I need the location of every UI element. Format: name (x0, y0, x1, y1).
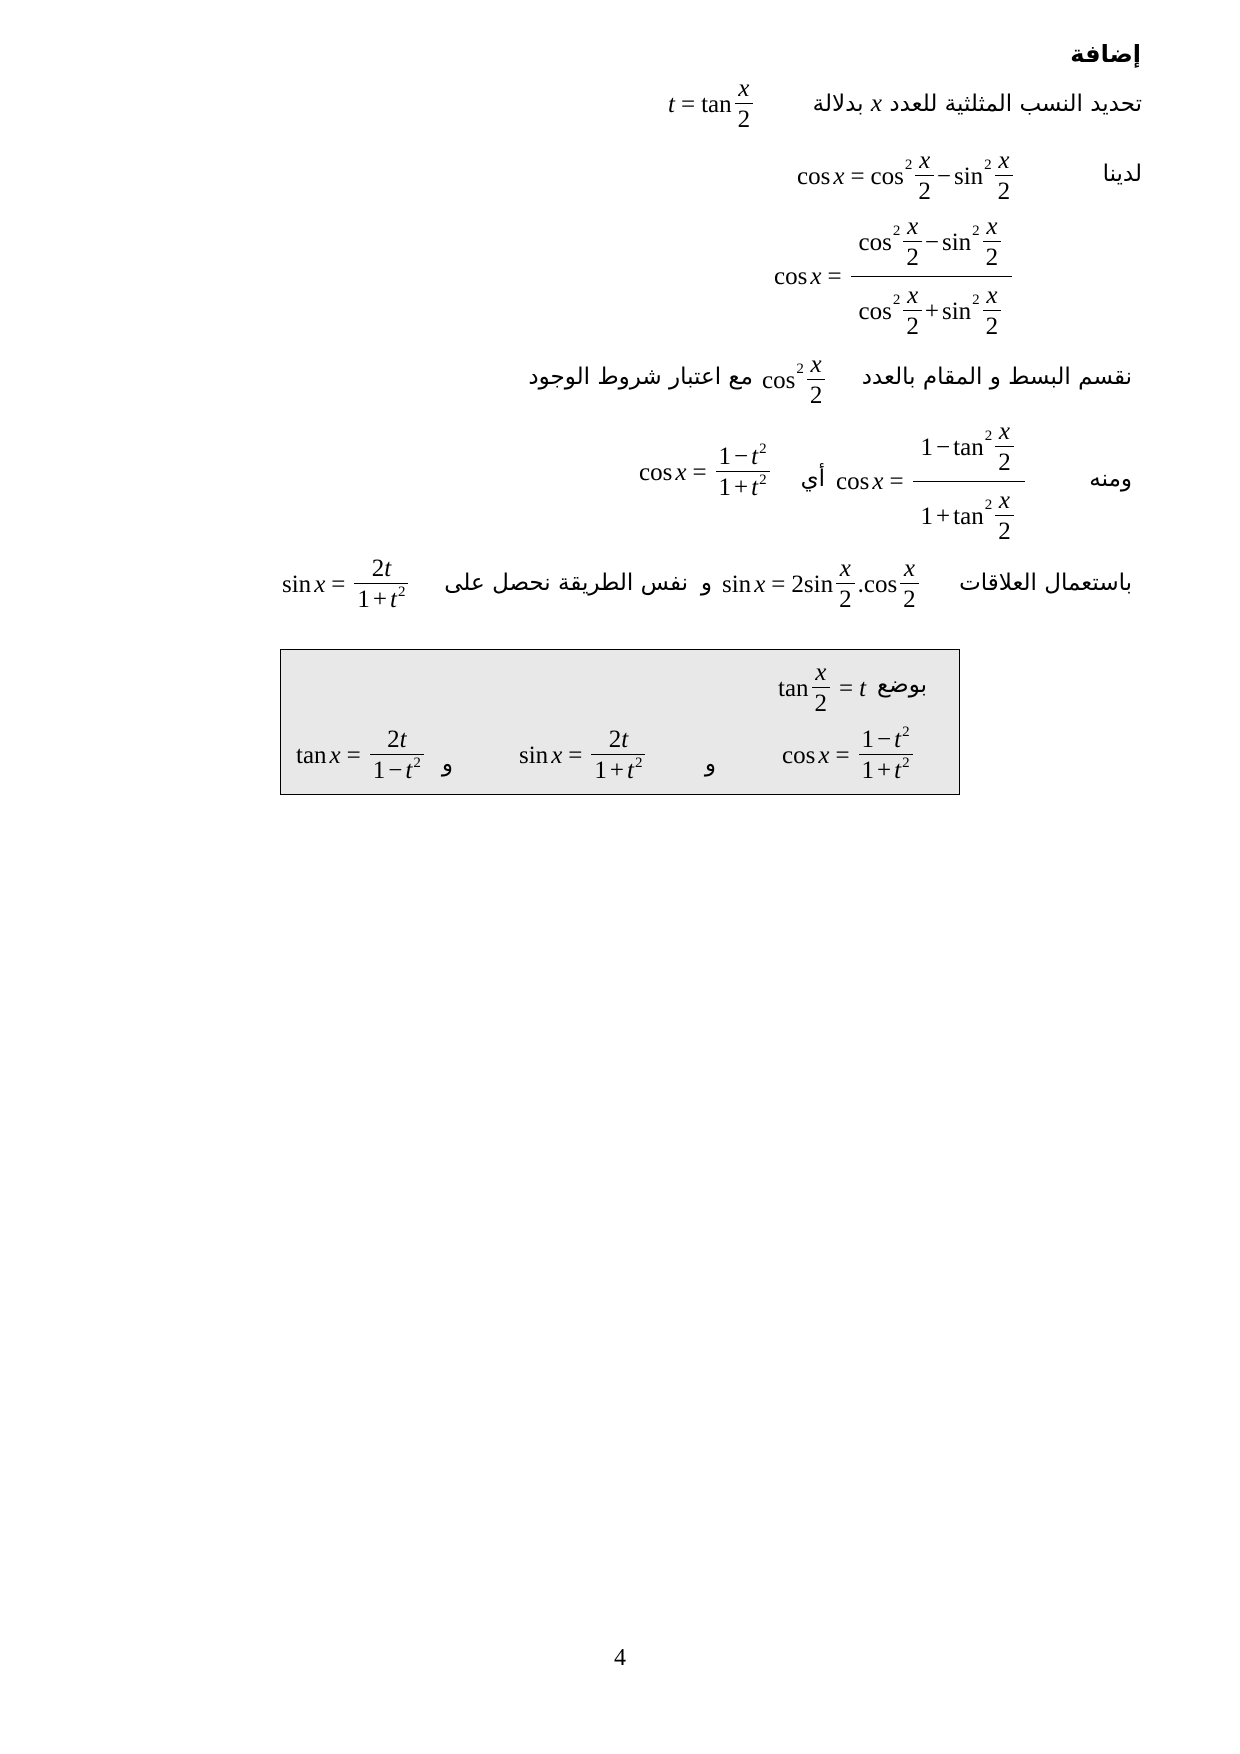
line-5-text-a: باستعمال العلاقات (959, 570, 1132, 596)
formula-cos-quotient: cos x = cos 2 $\frac{x}{2}$ − sin 2 $\frac{x}{2}$ cos 2 $\frac{x}{2}$ + sin 2 $\frac{x}{2}$ (774, 214, 1015, 339)
page-number: 4 (614, 1645, 626, 1671)
line-5-text-b: نفس الطريقة نحصل على (444, 570, 688, 596)
box-put-label: بوضع (876, 672, 927, 698)
box-waw-1: و (704, 751, 716, 777)
formula-cos-double-angle: cos x = cos 2 $\frac{x}{2}$ − sin 2 $\frac{x}{2}$ (797, 148, 1016, 204)
line-4-ay: أي (800, 466, 825, 492)
var-x: x (870, 90, 883, 117)
line-3-text-a: نقسم البسط و المقام بالعدد (861, 364, 1132, 390)
box-formula-cos: cos x = $\frac{1 - t^2}{1 + t^2}$ (782, 727, 916, 783)
formula-t-tan: t = tan $\frac{x}{2}$ (668, 76, 756, 132)
line-1-text: تحديد النسب المثلثية للعدد x بدلالة (812, 90, 1142, 117)
formula-cos-squared: cos 2 $\frac{x}{2}$ (762, 352, 828, 408)
formula-cos-tan-ratio: cos x = 1 − tan 2 $\frac{x}{2}$ 1 + tan 2 $\frac{x}{2}$ (836, 419, 1028, 544)
box-formula-sin: sin x = $\frac{2t}{1 + t^2}$ (519, 727, 648, 783)
section-title: إضافة (1070, 40, 1141, 68)
box-formula-tan: tan x = $\frac{2t}{1 - t^2}$ (296, 727, 427, 783)
line-5-waw: و (700, 570, 712, 596)
formula-cos-t: cos x = $\frac{1 - t^2}{1 + t^2}$ (639, 444, 773, 500)
formula-sin-t: sin x = $\frac{2t}{1 + t^2}$ (282, 556, 411, 612)
line-2-label: لدينا (1102, 161, 1142, 187)
box-waw-2: و (441, 751, 453, 777)
box-formula-tan-half: tan $\frac{x}{2}$ = t (778, 659, 867, 717)
line-3-text-b: مع اعتبار شروط الوجود (528, 364, 753, 390)
formula-sin-double-angle: sin x = 2sin $\frac{x}{2}$ .cos $\frac{x}{2}$ (722, 556, 922, 612)
line-4-label: ومنه (1089, 466, 1132, 492)
